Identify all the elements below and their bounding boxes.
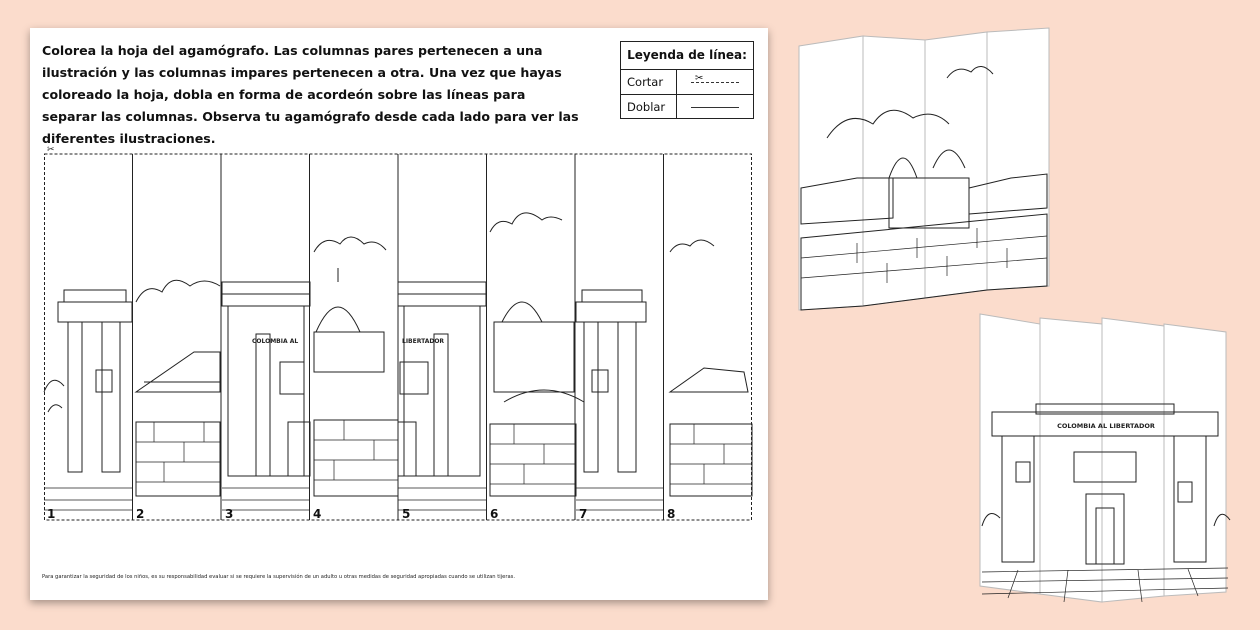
folded-preview-arch bbox=[978, 312, 1234, 610]
instructions-text: Colorea la hoja del agamógrafo. Las columnas pares pertenecen a una ilustración y las columnas impares pertenecen a otra. Una vez que hayas coloreado la hoja, dobla en forma de acordeón sobre las líneas para separar las columnas. Observa tu agamógrafo desde cada lado para ver las diferentes ilustraciones. bbox=[42, 43, 579, 146]
legend-title: Leyenda de línea: bbox=[621, 42, 753, 70]
column-number: 5 bbox=[402, 507, 411, 521]
preview-inscription: COLOMBIA AL LIBERTADOR bbox=[1057, 422, 1155, 430]
legend-label-fold: Doblar bbox=[621, 95, 677, 119]
legend-label-cut: Cortar bbox=[621, 70, 677, 94]
folded-preview-city bbox=[797, 28, 1053, 320]
column-number: 1 bbox=[47, 507, 56, 521]
column-number: 4 bbox=[313, 507, 322, 521]
inscription-right: LIBERTADOR bbox=[402, 338, 445, 345]
legend-row-fold bbox=[621, 95, 753, 119]
arch-preview-illustration bbox=[978, 312, 1234, 610]
scissors-icon: ✂ bbox=[47, 145, 55, 155]
strip-illustration bbox=[44, 145, 752, 522]
safety-note: Para garantizar la seguridad de los niños, es su responsabilidad evaluar si se requiere la supervisión de un adulto u otras medidas de seguridad apropiadas cuando se utilizan tijeras. bbox=[42, 574, 515, 580]
city-preview-illustration bbox=[797, 28, 1053, 320]
column-number: 3 bbox=[225, 507, 234, 521]
line-legend bbox=[620, 41, 754, 119]
scissors-icon: ✂ bbox=[695, 73, 704, 84]
column-number: 8 bbox=[667, 507, 676, 521]
column-number: 6 bbox=[490, 507, 499, 521]
inscription-left: COLOMBIA AL bbox=[252, 338, 299, 345]
column-number: 7 bbox=[579, 507, 588, 521]
solid-line-sample bbox=[677, 95, 753, 119]
column-number: 2 bbox=[136, 507, 145, 521]
worksheet bbox=[30, 28, 768, 600]
dashed-line-sample bbox=[677, 70, 753, 94]
agamograph-strips bbox=[44, 145, 752, 522]
legend-row-cut bbox=[621, 70, 753, 95]
